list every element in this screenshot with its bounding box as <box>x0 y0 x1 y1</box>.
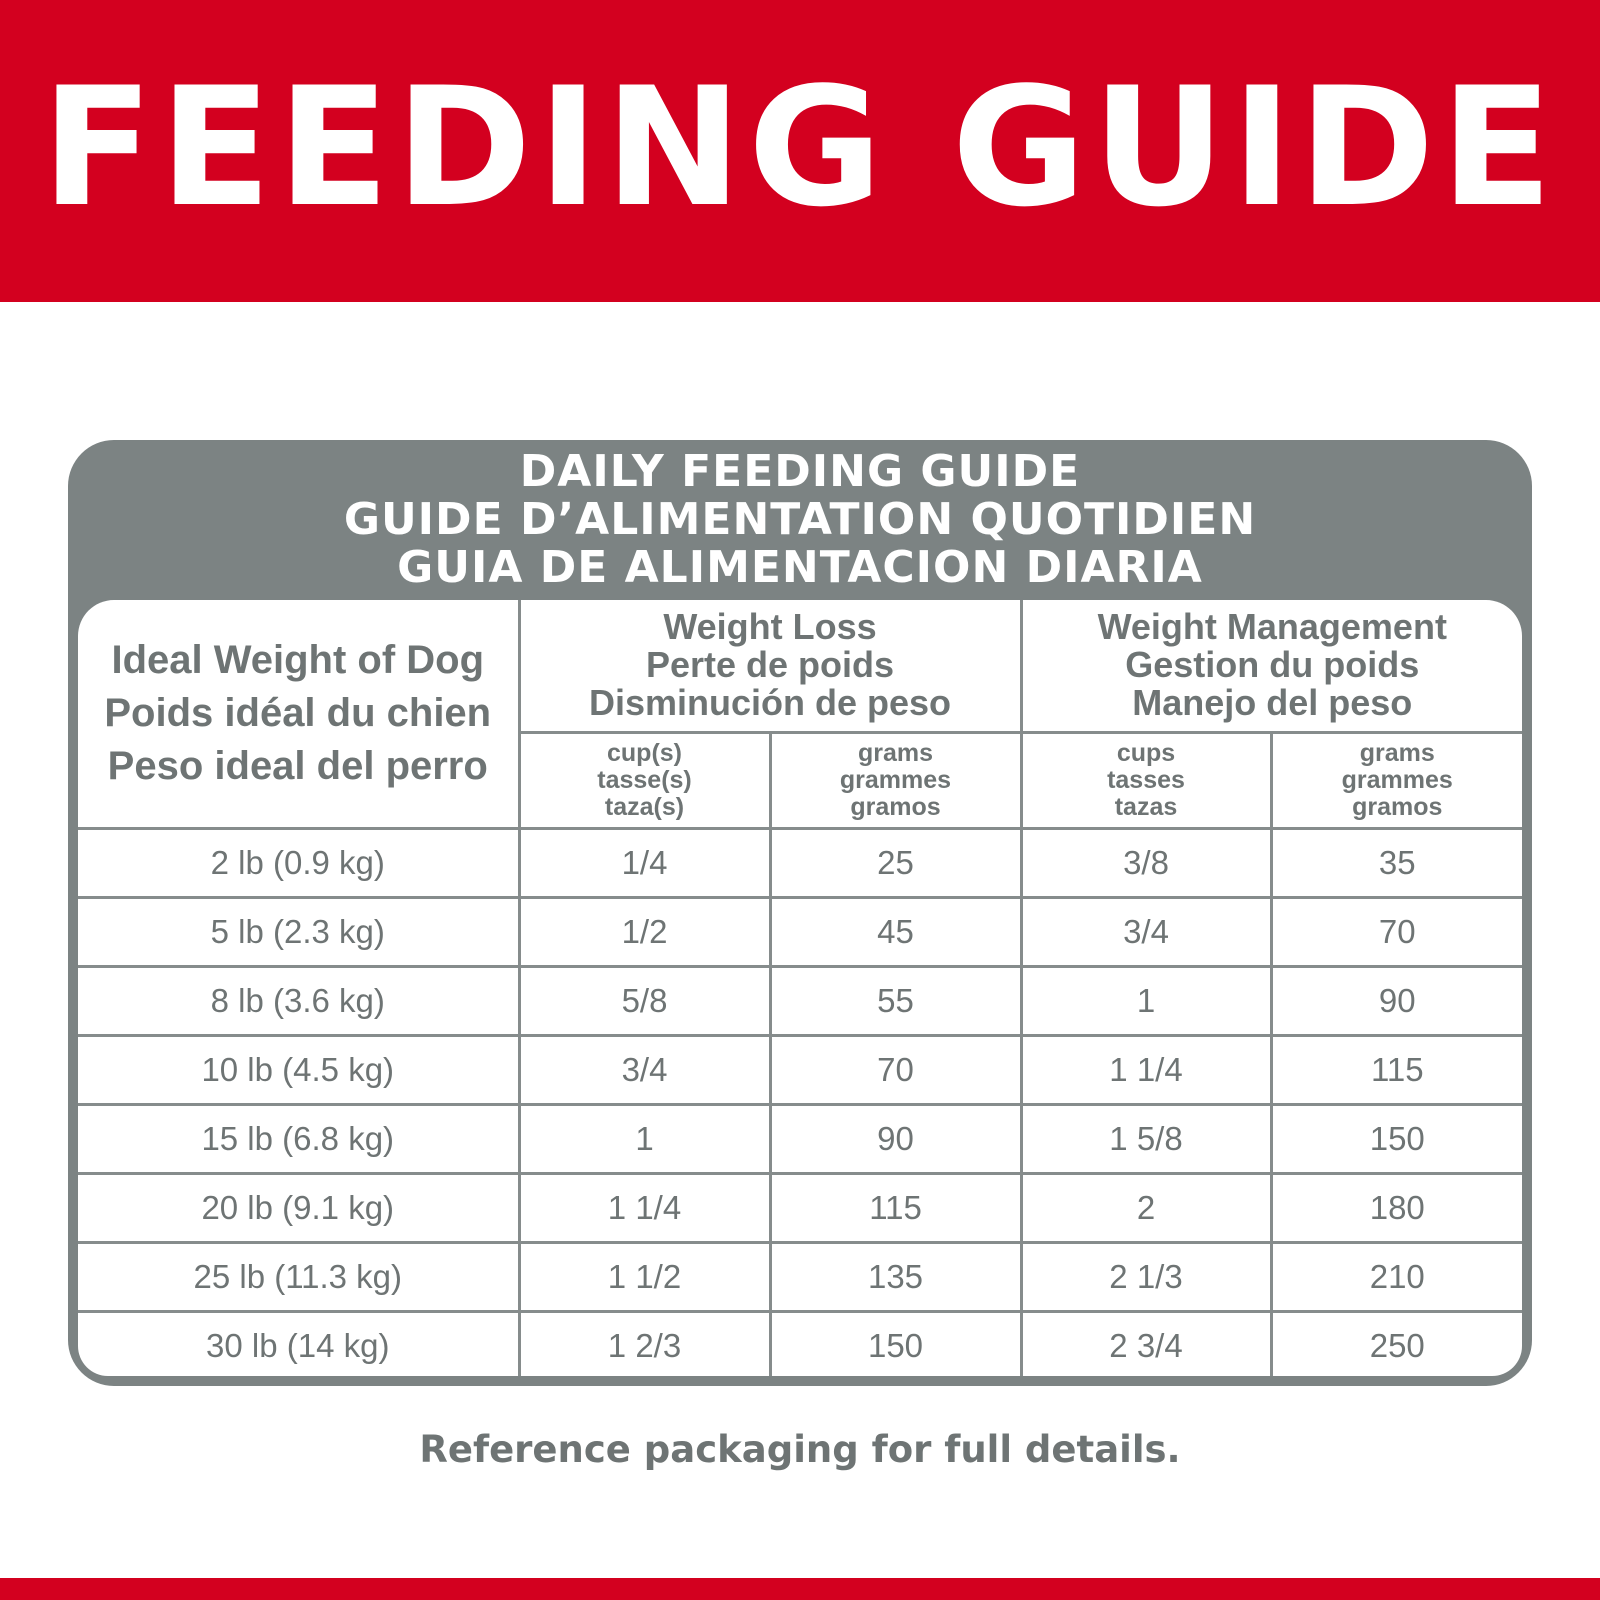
cell-mgmt-grams: 70 <box>1271 897 1522 966</box>
header-weight-management-es: Manejo del peso <box>1132 682 1413 724</box>
cell-mgmt-grams: 90 <box>1271 966 1522 1035</box>
cell-mgmt-grams: 250 <box>1369 1326 1425 1364</box>
feeding-table-body <box>78 828 1522 1376</box>
header-dog-weight-fr: Poids idéal du chien <box>104 690 492 735</box>
header-unit-mgmt-grams <box>1271 732 1522 828</box>
header-dog-weight-es: Peso ideal del perro <box>107 743 488 788</box>
card-title-fr: GUIDE D’ALIMENTATION QUOTIDIEN <box>343 494 1257 545</box>
header-banner <box>0 0 1600 302</box>
header-unit-mgmt-cups <box>1021 732 1271 828</box>
cell-loss-cups: 1 1/2 <box>519 1242 770 1311</box>
header-weight-management-en: Weight Management <box>1097 606 1447 648</box>
header-weight-management-fr: Gestion du poids <box>1125 644 1420 686</box>
cell-mgmt-grams: 180 <box>1271 1173 1522 1242</box>
feeding-table-panel <box>78 600 1522 1376</box>
cell-dog-weight: 5 lb (2.3 kg) <box>78 897 519 966</box>
cell-loss-grams: 70 <box>770 1035 1021 1104</box>
unit-label: tasse(s) <box>597 765 692 794</box>
unit-label: gramos <box>850 792 941 821</box>
cell-loss-cups: 3/4 <box>519 1035 770 1104</box>
cell-mgmt-cups: 1 1/4 <box>1021 1035 1271 1104</box>
cell-mgmt-grams: 150 <box>1271 1104 1522 1173</box>
table-row <box>78 1035 1522 1104</box>
table-row <box>78 1311 1522 1376</box>
header-dog-weight-en: Ideal Weight of Dog <box>111 637 485 682</box>
header-weight-management <box>1021 600 1522 732</box>
cell-loss-cups: 5/8 <box>519 966 770 1035</box>
bottom-accent-strip <box>0 1578 1600 1600</box>
cell-loss-cups: 1/4 <box>519 828 770 897</box>
cell-loss-cups: 1 1/4 <box>519 1173 770 1242</box>
unit-label: grams <box>857 738 934 767</box>
cell-loss-grams: 25 <box>770 828 1021 897</box>
cell-mgmt-cups: 2 3/4 <box>1021 1311 1271 1376</box>
header-weight-loss <box>519 600 1021 732</box>
unit-label: grammes <box>1341 765 1453 794</box>
table-row <box>78 966 1522 1035</box>
cell-mgmt-grams: 115 <box>1271 1035 1522 1104</box>
cell-loss-cups: 1 2/3 <box>519 1311 770 1376</box>
cell-loss-grams: 115 <box>770 1173 1021 1242</box>
header-weight-loss-fr: Perte de poids <box>645 644 895 686</box>
cell-loss-cups: 1 <box>519 1104 770 1173</box>
cell-dog-weight: 8 lb (3.6 kg) <box>78 966 519 1035</box>
cell-loss-cups: 1/2 <box>519 897 770 966</box>
cell-loss-grams: 45 <box>770 897 1021 966</box>
header-weight-loss-en: Weight Loss <box>663 606 877 648</box>
cell-mgmt-cups: 3/4 <box>1021 897 1271 966</box>
cell-mgmt-grams: 35 <box>1271 828 1522 897</box>
footer-note: Reference packaging for full details. <box>419 1428 1181 1471</box>
card-title <box>68 448 1532 592</box>
unit-label: taza(s) <box>604 792 685 821</box>
unit-label: grams <box>1359 738 1435 767</box>
table-row <box>78 1104 1522 1173</box>
page-title: FEEDING GUIDE <box>41 52 1559 243</box>
cell-dog-weight: 25 lb (11.3 kg) <box>78 1242 519 1311</box>
cell-mgmt-cups: 3/8 <box>1021 828 1271 897</box>
header-unit-loss-grams <box>770 732 1021 828</box>
cell-mgmt-cups: 2 <box>1021 1173 1271 1242</box>
card-title-en: DAILY FEEDING GUIDE <box>519 446 1081 497</box>
cell-mgmt-grams: 210 <box>1271 1242 1522 1311</box>
header-weight-loss-es: Disminución de peso <box>588 682 952 724</box>
header-dog-weight <box>78 600 519 828</box>
unit-label: cups <box>1116 738 1176 767</box>
unit-label: gramos <box>1352 792 1443 821</box>
unit-label: grammes <box>839 765 952 794</box>
cell-dog-weight: 20 lb (9.1 kg) <box>78 1173 519 1242</box>
cell-mgmt-cups: 1 <box>1021 966 1271 1035</box>
cell-loss-grams: 150 <box>770 1311 1021 1376</box>
cell-dog-weight: 30 lb (14 kg) <box>78 1311 519 1376</box>
table-row <box>78 1242 1522 1311</box>
unit-label: tazas <box>1114 792 1178 821</box>
unit-label: cup(s) <box>607 738 682 767</box>
table-row <box>78 897 1522 966</box>
unit-label: tasses <box>1107 765 1185 794</box>
header-unit-loss-cups <box>519 732 770 828</box>
feeding-table <box>78 600 1522 1376</box>
feeding-guide-card <box>68 440 1532 1386</box>
table-row <box>78 828 1522 897</box>
cell-dog-weight: 2 lb (0.9 kg) <box>78 828 519 897</box>
cell-dog-weight: 15 lb (6.8 kg) <box>78 1104 519 1173</box>
cell-dog-weight: 10 lb (4.5 kg) <box>78 1035 519 1104</box>
cell-loss-grams: 135 <box>770 1242 1021 1311</box>
card-title-es: GUIA DE ALIMENTACION DIARIA <box>397 542 1203 593</box>
cell-mgmt-cups: 2 1/3 <box>1021 1242 1271 1311</box>
cell-mgmt-cups: 1 5/8 <box>1021 1104 1271 1173</box>
table-row <box>78 1173 1522 1242</box>
cell-loss-grams: 90 <box>770 1104 1021 1173</box>
cell-loss-grams: 55 <box>770 966 1021 1035</box>
